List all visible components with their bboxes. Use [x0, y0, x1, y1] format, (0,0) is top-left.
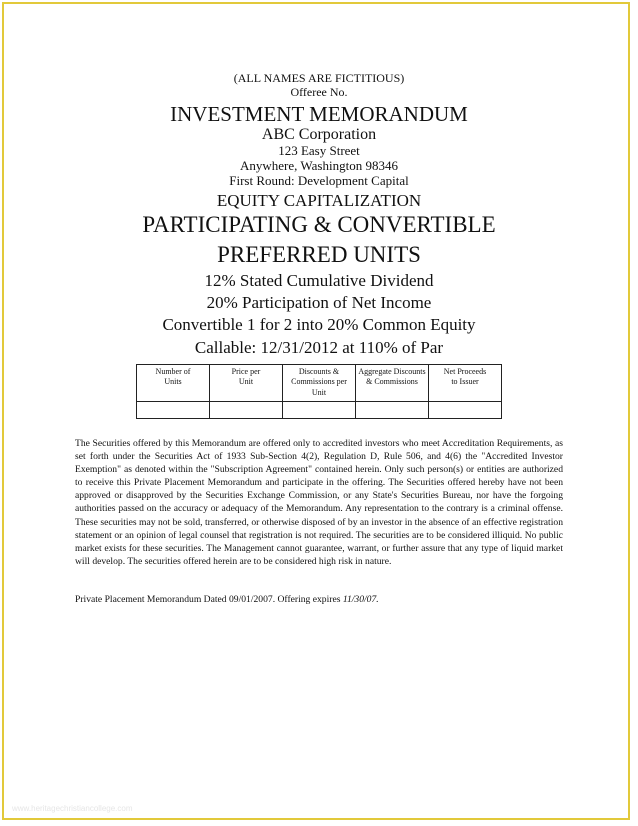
equity-heading: EQUITY CAPITALIZATION — [216, 190, 422, 210]
term-callable: Callable: 12/31/2012 at 110% of Par — [194, 337, 444, 357]
term-dividend: 12% Stated Cumulative Dividend — [204, 271, 434, 291]
offering-expiry-date: 11/30/07. — [342, 594, 379, 605]
offering-table — [136, 364, 502, 419]
table-header-cell: Number of Units — [137, 365, 210, 402]
term-participation: 20% Participation of Net Income — [206, 293, 432, 313]
offeree-number: Offeree No. — [290, 84, 348, 99]
table-header-cell: Price per Unit — [210, 365, 283, 402]
table-row — [137, 402, 502, 419]
street-address: 123 Easy Street — [278, 143, 360, 159]
table-header-cell: Net Proceeds to Issuer — [429, 365, 502, 402]
company-name: ABC Corporation — [261, 125, 377, 143]
table-header-row — [137, 365, 502, 402]
document-title: INVESTMENT MEMORANDUM — [170, 101, 468, 126]
table-cell — [137, 402, 210, 419]
site-watermark: www.heritagechristiancollege.com — [12, 804, 133, 813]
units-title-line1: PARTICIPATING & CONVERTIBLE — [142, 212, 496, 238]
table-cell — [283, 402, 356, 419]
term-convertible: Convertible 1 for 2 into 20% Common Equity — [162, 315, 476, 335]
memorandum-date-line: Private Placement Memorandum Dated 09/01/2007. Offering expires 11/30/07. — [75, 594, 379, 605]
securities-disclaimer-paragraph: The Securities offered by this Memorandum are offered only to accredited investors who meet Accreditation Requirements, as set forth under the Securities Act of 1933 Sub-Section 4(2), Regulation D, Rule 506, and 4(6) the "Accredited Investor Exemption" as denoted within the "Subscription Agreement" contained herein. Only such person(s) or entities are authorized to receive this Private Placement Memorandum and participate in the offering. The Securities offered hereby have not been approved or disapproved by the Securities Exchange Commission, or any State's Securities Bureau, nor have the forgoing authorities passed on the accuracy or adequacy of the Memorandum. Any representation to the contrary is a criminal offense. These securities may not be sold, transferred, or otherwise disposed of by an investor in the absence of an effective registration statement or an opinion of legal counsel that registration is not required. The securities are to be considered illiquid. No public market exists for these securities. The Management cannot guarantee, warrant, or further assure that any type of liquid market will develop. The securities offered herein are to be considered high risk in nature. — [75, 438, 563, 567]
table-cell — [429, 402, 502, 419]
table-cell — [210, 402, 283, 419]
table-cell — [356, 402, 429, 419]
city-address: Anywhere, Washington 98346 — [240, 158, 398, 174]
fictitious-disclaimer: (ALL NAMES ARE FICTITIOUS) — [233, 71, 405, 85]
funding-round: First Round: Development Capital — [229, 173, 409, 188]
units-title-line2: PREFERRED UNITS — [217, 242, 421, 268]
table-header-cell: Aggregate Discounts & Commissions — [356, 365, 429, 402]
memorandum-header — [0, 72, 638, 359]
table-header-cell: Discounts & Commissions per Unit — [283, 365, 356, 402]
